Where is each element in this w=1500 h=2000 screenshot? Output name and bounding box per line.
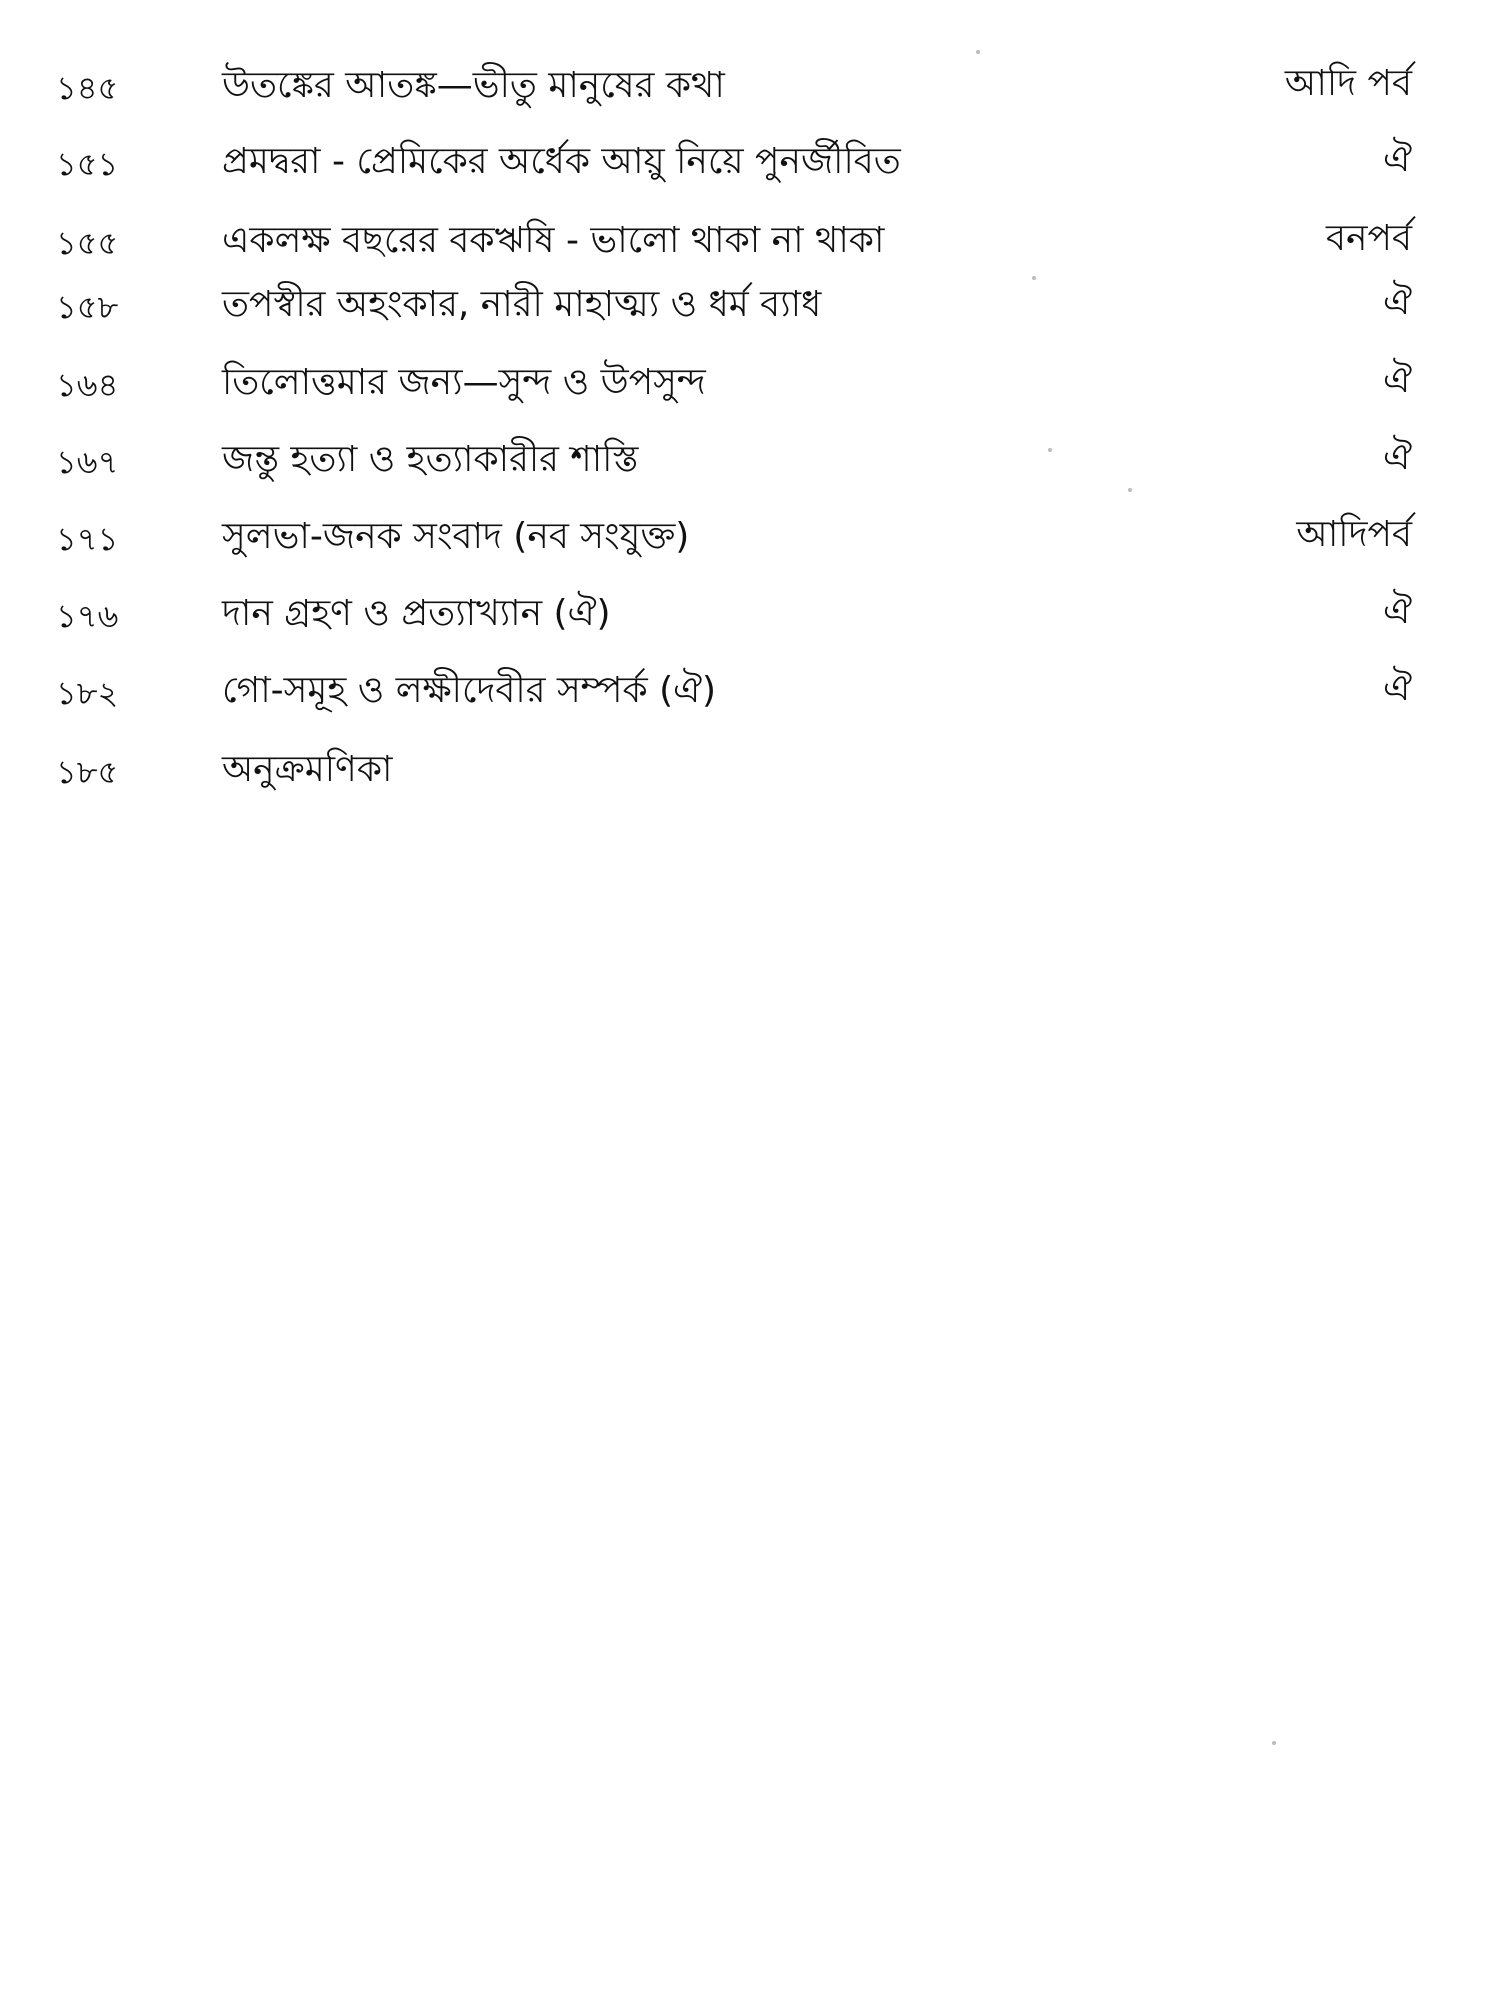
toc-page-number: ১৪৫	[56, 69, 119, 107]
toc-entry	[0, 58, 1500, 118]
scan-speck	[1032, 276, 1036, 280]
toc-entry	[0, 432, 1500, 492]
toc-entry-source: ঐ	[1383, 360, 1412, 401]
toc-entry-title: তপস্বীর অহংকার, নারী মাহাত্ম্য ও ধর্ম ব্যাধ	[222, 284, 822, 325]
toc-page-number: ১৫৫	[56, 224, 119, 262]
toc-entry-source: ঐ	[1383, 437, 1412, 478]
toc-entry-source: ঐ	[1383, 668, 1412, 709]
toc-entry	[0, 213, 1500, 273]
toc-page-number: ১৭৬	[56, 597, 119, 635]
toc-entry	[0, 134, 1500, 194]
toc-entry-title: গো-সমূহ ও লক্ষীদেবীর সম্পর্ক (ঐ)	[222, 670, 717, 711]
toc-page-number: ১৭১	[56, 520, 119, 558]
toc-entry-title: দান গ্রহণ ও প্রত্যাখ্যান (ঐ)	[222, 593, 611, 634]
toc-page-number: ১৮৫	[56, 753, 119, 791]
toc-entry-title: প্রমদ্বরা - প্রেমিকের অর্ধেক আয়ু নিয়ে পুনর্জীবিত	[222, 141, 901, 182]
toc-entry	[0, 355, 1500, 415]
toc-entry-title: সুলভা-জনক সংবাদ (নব সংযুক্ত)	[222, 516, 690, 557]
toc-entry-source: আদি পর্ব	[1284, 63, 1412, 104]
toc-page-number: ১৬৪	[56, 366, 119, 404]
toc-page-number: ১৮২	[56, 674, 119, 712]
toc-entry-title: জন্তু হত্যা ও হত্যাকারীর শাস্তি	[222, 439, 639, 480]
scan-speck	[1048, 448, 1052, 452]
toc-entry	[0, 509, 1500, 569]
scan-speck	[1272, 1741, 1276, 1745]
toc-entry-title: তিলোত্তমার জন্য—সুন্দ ও উপসুন্দ	[222, 362, 706, 403]
toc-entry-source: বনপর্ব	[1326, 218, 1412, 259]
toc-page-number: ১৫১	[56, 145, 119, 183]
toc-entry	[0, 663, 1500, 723]
toc-page-number: ১৬৭	[56, 443, 119, 481]
toc-entry	[0, 586, 1500, 646]
toc-entry-title: একলক্ষ বছরের বকঋষি - ভালো থাকা না থাকা	[222, 220, 885, 261]
toc-entry-source: ঐ	[1383, 282, 1412, 323]
toc-page-number: ১৫৮	[56, 288, 119, 326]
scan-speck	[1128, 488, 1132, 492]
toc-entry-source: ঐ	[1383, 591, 1412, 632]
scan-speck	[976, 50, 980, 54]
toc-entry-source: ঐ	[1383, 139, 1412, 180]
toc-entry-title: অনুক্রমণিকা	[222, 749, 393, 790]
toc-entry-title: উতঙ্কের আতঙ্ক—ভীতু মানুষের কথা	[222, 65, 725, 106]
toc-entry-source: আদিপর্ব	[1296, 514, 1412, 555]
toc-entry	[0, 277, 1500, 337]
toc-entry	[0, 742, 1500, 802]
